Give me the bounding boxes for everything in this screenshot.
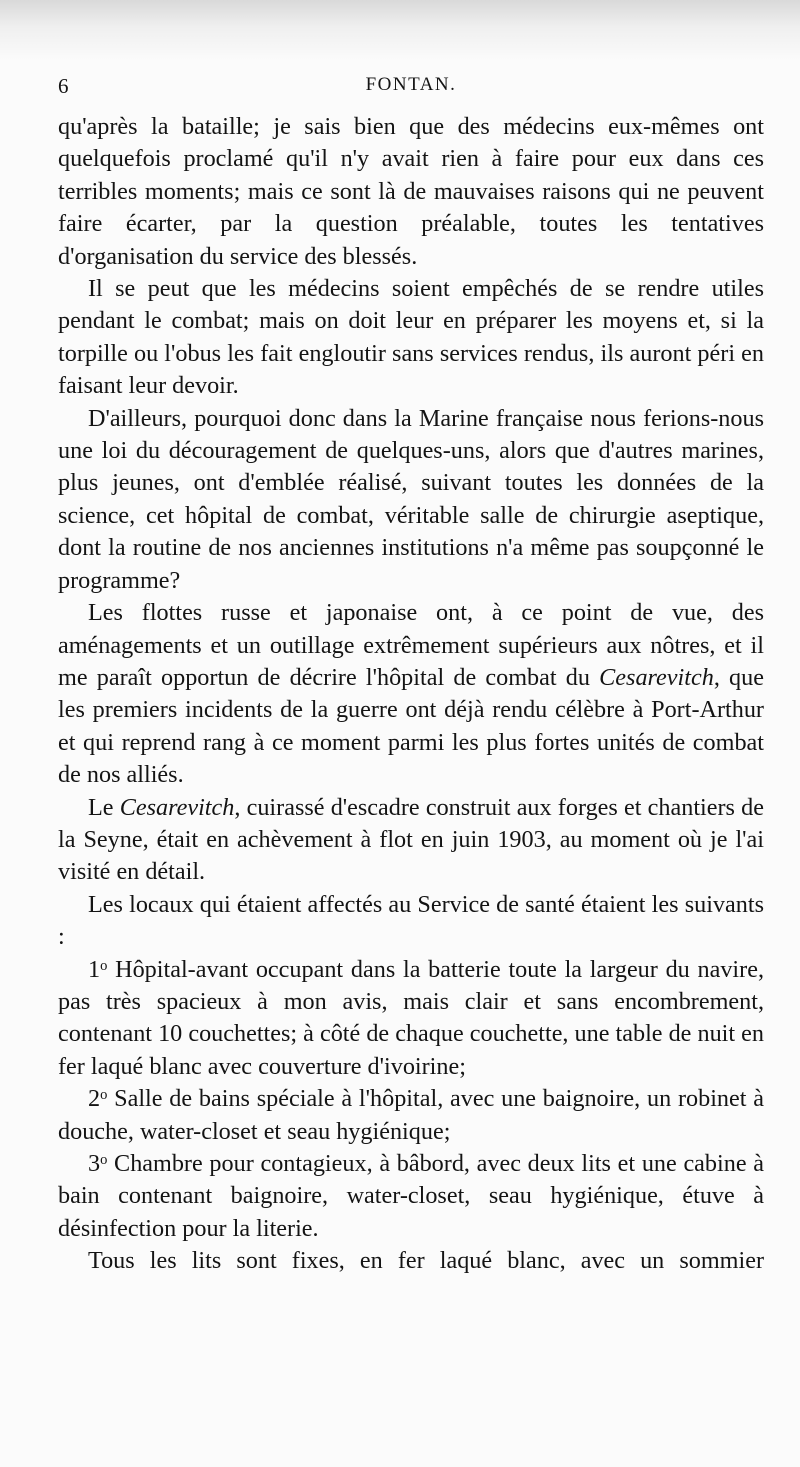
paragraph-7	[58, 1245, 764, 1277]
paragraph-4	[58, 597, 764, 791]
paragraph-3	[58, 403, 764, 597]
paragraph-2	[58, 273, 764, 403]
ship-name: Cesarevitch	[119, 793, 235, 821]
body-text	[58, 111, 764, 1278]
paragraph-text: Les locaux qui étaient affectés au Service de santé étaient les suivants :	[58, 890, 764, 951]
paragraph-text: D'ailleurs, pourquoi donc dans la Marine française nous ferions-nous une loi du découragement de quelques-uns, alors que d'autres marines, plus jeunes, ont d'emblée réalisé, suivant toutes les données de la science, cet hôpital de combat, véritable salle de chirurgie aseptique, dont la routine de nos anciennes institutions n'a même pas soupçonné le programme?	[58, 404, 764, 594]
paragraph-text: Le	[88, 793, 120, 821]
paragraph-5	[58, 792, 764, 889]
paragraph-text: Les flottes russe et japonaise ont, à ce point de vue, des aménagements et un outillage extrêmement supérieurs aux nôtres, et il me paraît opportun de décrire l'hôpital de combat du	[58, 599, 764, 691]
list-item-1	[58, 954, 764, 1084]
paragraph-text: Salle de bains spéciale à l'hôpital, avec une baignoire, un robinet à douche, water-closet et seau hygiénique;	[58, 1085, 764, 1145]
list-item-2	[58, 1083, 764, 1148]
scan-edge-shadow	[0, 0, 800, 60]
paragraph-text: qu'après la bataille; je sais bien que des médecins eux-mêmes ont quelquefois proclamé qu'il n'y avait rien à faire pour eux dans ces terribles moments; mais ce sont là de mauvaises raisons qui ne peuvent faire écarter, par la question préalable, toutes les tentatives d'organisation du service des blessés.	[58, 113, 764, 270]
page-header	[58, 74, 764, 104]
paragraph-text: Tous les lits sont fixes, en fer laqué blanc, avec un sommier	[88, 1247, 764, 1275]
ordinal-mark: o	[100, 1151, 108, 1168]
paragraph-text: Chambre pour contagieux, à bâbord, avec deux lits et une cabine à bain contenant baignoire, water-closet, seau hygiénique, étuve à désinfection pour la literie.	[58, 1150, 764, 1242]
page-number: 6	[58, 74, 70, 98]
running-head: FONTAN.	[365, 74, 457, 95]
paragraph-text: , que les premiers incidents de la guerre ont déjà rendu célèbre à Port-Arthur et qui reprend rang à ce moment parmi les plus fortes unités de combat de nos alliés.	[58, 663, 764, 789]
list-number: 3	[88, 1150, 101, 1177]
paragraph-text: , cuirassé d'escadre construit aux forges et chantiers de la Seyne, était en achèvement à flot en juin 1903, au moment où je l'ai visité en détail.	[58, 793, 764, 886]
paragraph-1	[58, 111, 764, 273]
paragraph-text: Il se peut que les médecins soient empêchés de se rendre utiles pendant le combat; mais on doit leur en préparer les moyens et, si la torpille ou l'obus les fait engloutir sans services rendus, ils auront péri en faisant leur devoir.	[58, 275, 764, 400]
paragraph-6	[58, 889, 764, 954]
list-item-3	[58, 1148, 764, 1245]
paragraph-text: Hôpital-avant occupant dans la batterie toute la largeur du navire, pas très spacieux à mon avis, mais clair et sans encombrement, contenant 10 couchettes; à côté de chaque couchette, une table de nuit en fer laqué blanc avec couverture d'ivoirine;	[58, 955, 764, 1080]
ordinal-mark: o	[100, 1086, 108, 1103]
ordinal-mark: o	[100, 957, 108, 974]
ship-name: Cesarevitch	[599, 663, 714, 691]
list-number: 2	[88, 1085, 101, 1113]
list-number: 1	[88, 955, 101, 983]
